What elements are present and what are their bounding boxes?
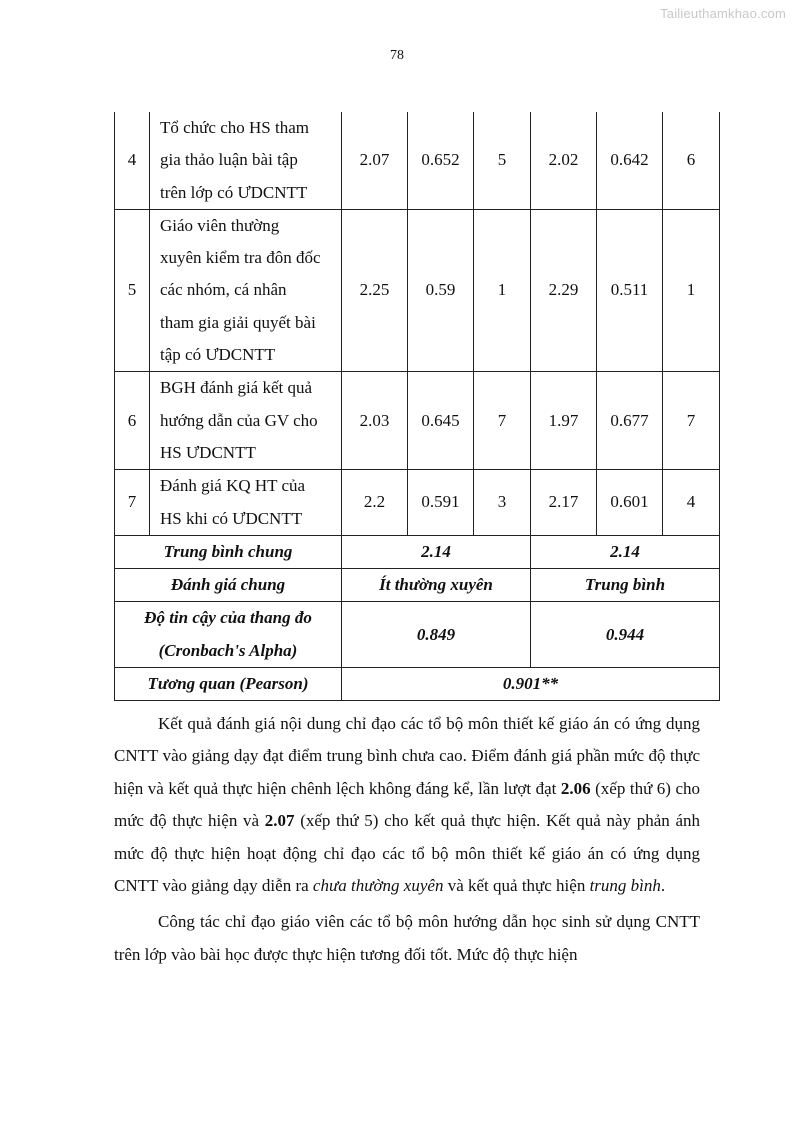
mean-level: 2.25	[342, 209, 408, 371]
evaluation-label: Đánh giá chung	[115, 569, 342, 602]
rank-level: 3	[474, 470, 531, 536]
table-row	[115, 372, 720, 470]
reliability-row	[115, 602, 720, 668]
rank-level: 1	[474, 209, 531, 371]
sd-result: 0.601	[597, 470, 663, 536]
mean-result: 2.29	[531, 209, 597, 371]
mean-level: 2.2	[342, 470, 408, 536]
row-content: Đánh giá KQ HT của HS khi có ƯDCNTT	[150, 470, 342, 536]
rank-result: 7	[663, 372, 720, 470]
row-content: BGH đánh giá kết quả hướng dẫn của GV cho HS ƯDCNTT	[150, 372, 342, 470]
row-number: 7	[115, 470, 150, 536]
row-number: 5	[115, 209, 150, 371]
average-row	[115, 535, 720, 568]
mean-result: 1.97	[531, 372, 597, 470]
sd-level: 0.645	[408, 372, 474, 470]
sd-level: 0.59	[408, 209, 474, 371]
row-number: 4	[115, 112, 150, 209]
mean-result: 2.02	[531, 112, 597, 209]
pearson-label: Tương quan (Pearson)	[115, 668, 342, 701]
sd-result: 0.642	[597, 112, 663, 209]
evaluation-row	[115, 569, 720, 602]
table-row	[115, 209, 720, 371]
pearson-value: 0.901**	[342, 668, 720, 701]
pearson-row	[115, 668, 720, 701]
average-result: 2.14	[531, 535, 720, 568]
paragraph: Công tác chỉ đạo giáo viên các tổ bộ môn hướng dẫn học sinh sử dụng CNTT trên lớp vào bài học được thực hiện tương đối tốt. Mức độ thực hiện	[114, 912, 700, 964]
reliability-level: 0.849	[342, 602, 531, 668]
rank-level: 7	[474, 372, 531, 470]
average-label: Trung bình chung	[115, 535, 342, 568]
reliability-result: 0.944	[531, 602, 720, 668]
body-text	[114, 708, 700, 971]
row-content: Tổ chức cho HS tham gia thảo luận bài tập trên lớp có ƯDCNTT	[150, 112, 342, 209]
average-level: 2.14	[342, 535, 531, 568]
table-row	[115, 112, 720, 209]
sd-result: 0.511	[597, 209, 663, 371]
mean-level: 2.07	[342, 112, 408, 209]
paragraph: Kết quả đánh giá nội dung chỉ đạo các tổ bộ môn thiết kế giáo án có ứng dụng CNTT vào giảng dạy đạt điểm trung bình chưa cao. Điểm đánh giá phần mức độ thực hiện và kết quả thực hiện chênh lệch không đáng kể, lần lượt đạt 2.06 (xếp thứ 6) cho mức độ thực hiện và 2.07 (xếp thứ 5) cho kết quả thực hiện. Kết quả này phản ánh mức độ thực hiện hoạt động chỉ đạo các tổ bộ môn thiết kế giáo án có ứng dụng CNTT vào giảng dạy diễn ra chưa thường xuyên và kết quả thực hiện trung bình.	[114, 714, 700, 896]
rank-result: 4	[663, 470, 720, 536]
sd-result: 0.677	[597, 372, 663, 470]
sd-level: 0.591	[408, 470, 474, 536]
results-table	[114, 112, 720, 701]
rank-result: 1	[663, 209, 720, 371]
row-number: 6	[115, 372, 150, 470]
rank-level: 5	[474, 112, 531, 209]
mean-result: 2.17	[531, 470, 597, 536]
watermark: Tailieuthamkhao.com	[660, 6, 786, 21]
reliability-label: Độ tin cậy của thang đo (Cronbach's Alpha)	[115, 602, 342, 668]
sd-level: 0.652	[408, 112, 474, 209]
table-row	[115, 470, 720, 536]
evaluation-result: Trung bình	[531, 569, 720, 602]
mean-level: 2.03	[342, 372, 408, 470]
row-content: Giáo viên thường xuyên kiểm tra đôn đốc các nhóm, cá nhân tham gia giải quyết bài tập có ƯDCNTT	[150, 209, 342, 371]
evaluation-level: Ít thường xuyên	[342, 569, 531, 602]
rank-result: 6	[663, 112, 720, 209]
page-number: 78	[390, 48, 404, 63]
